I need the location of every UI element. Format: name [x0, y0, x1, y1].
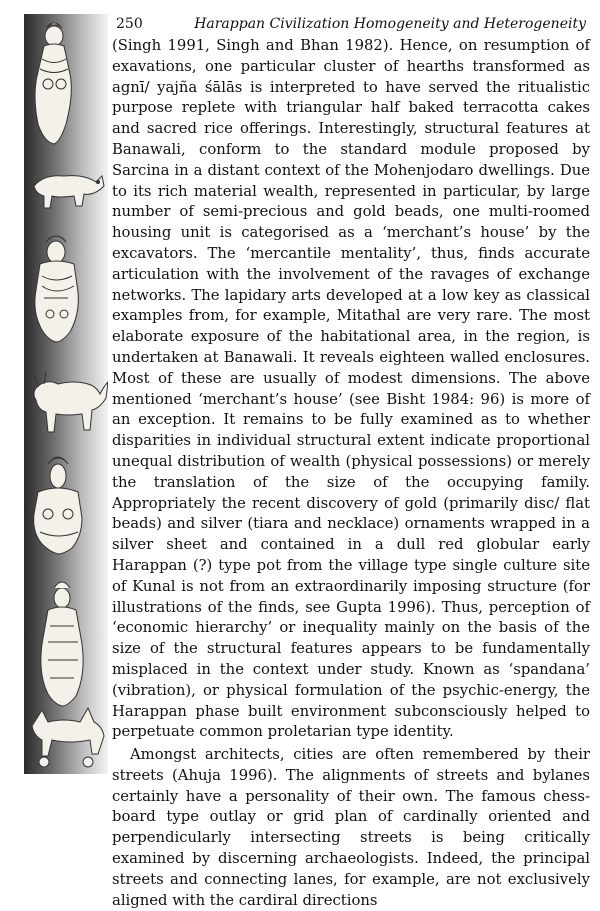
figurine-female-robed-icon: [41, 582, 83, 706]
figurine-bull-icon: [34, 372, 108, 432]
figurine-animal-icon: [34, 176, 104, 208]
running-head: [116, 14, 586, 34]
figurine-strip: [24, 14, 108, 774]
figurine-illustrations: [24, 14, 108, 774]
paragraph: (Singh 1991, Singh and Bhan 1982). Hence, on resumption of exavations, one particular cluster of hearths transformed as agnī/ yajña śālās is interpreted to have served the ritualistic purpose replete with triangular half baked terracotta cakes and sacred rice offerings. Interestingly, structural features at Banawali, conform to the standard module proposed by Sarcina in a distant context of the Mohenjodaro dwellings. Due to its rich material wealth, represented in particular, by large number of semi-precious and gold beads, one multi-roomed housing unit is categorised as a ‘merchant’s house’ by the excavators. The ‘mercantile mentality’, thus, finds accurate articulation with the involvement of the ravages of exchange networks. The lapidary arts developed at a low key as classical examples from, for example, Mitathal are very rare. The most elaborate exposure of the habitational area, in the region, is undertaken at Banawali. It reveals eighteen walled enclosures. Most of these are usually of modest dimensions. The above mentioned ‘merchant’s house’ (see Bisht 1984: 96) is more of an exception. It remains to be fully examined as to whether disparities in individual structural extent indicate proportional unequal distribution of wealth (physical possessions) or merely the translation of the size of the occupying family. Appropriately the recent discovery of gold (primarily disc/ flat beads) and silver (tiara and necklace) ornaments wrapped in a silver sheet and contained in a dull red globular early Harappan (?) type pot from the village type single culture site of Kunal is not from an extraordinarily imposing structure (for illustrations of the finds, see Gupta 1996). Thus, perception of ‘economic hierarchy’ or inequality mainly on the basis of the size of the structural features appears to be fundamentally misplaced in the context under study. Known as ‘spandana’ (vibration), or physical formulation of the psychic-energy, the Harappan phase built environment subconsciously helped to perpetuate common proletarian type identity.: [112, 37, 590, 741]
paragraph: Amongst architects, cities are often remembered by their streets (Ahuja 1996). The alignments of streets and bylanes certainly have a personality of their own. The famous chess-board type outlay or grid plan of cardinally oriented and perpendicularly intersecting streets is being critically examined by discerning archaeologists. Indeed, the principal streets and connecting lanes, for example, are not exclusively aligned with the cardiral directions: [112, 746, 590, 909]
page-number: 250: [116, 16, 143, 32]
figurine-female-ornamented-icon: [35, 236, 78, 342]
figurine-animal-cart-icon: [32, 708, 104, 767]
body-text: [112, 36, 590, 911]
figurine-female-headdress-icon: [34, 457, 82, 554]
book-title: Harappan Civilization Homogeneity and Heterogeneity: [194, 16, 586, 32]
figurine-female-bust-icon: [35, 23, 71, 144]
